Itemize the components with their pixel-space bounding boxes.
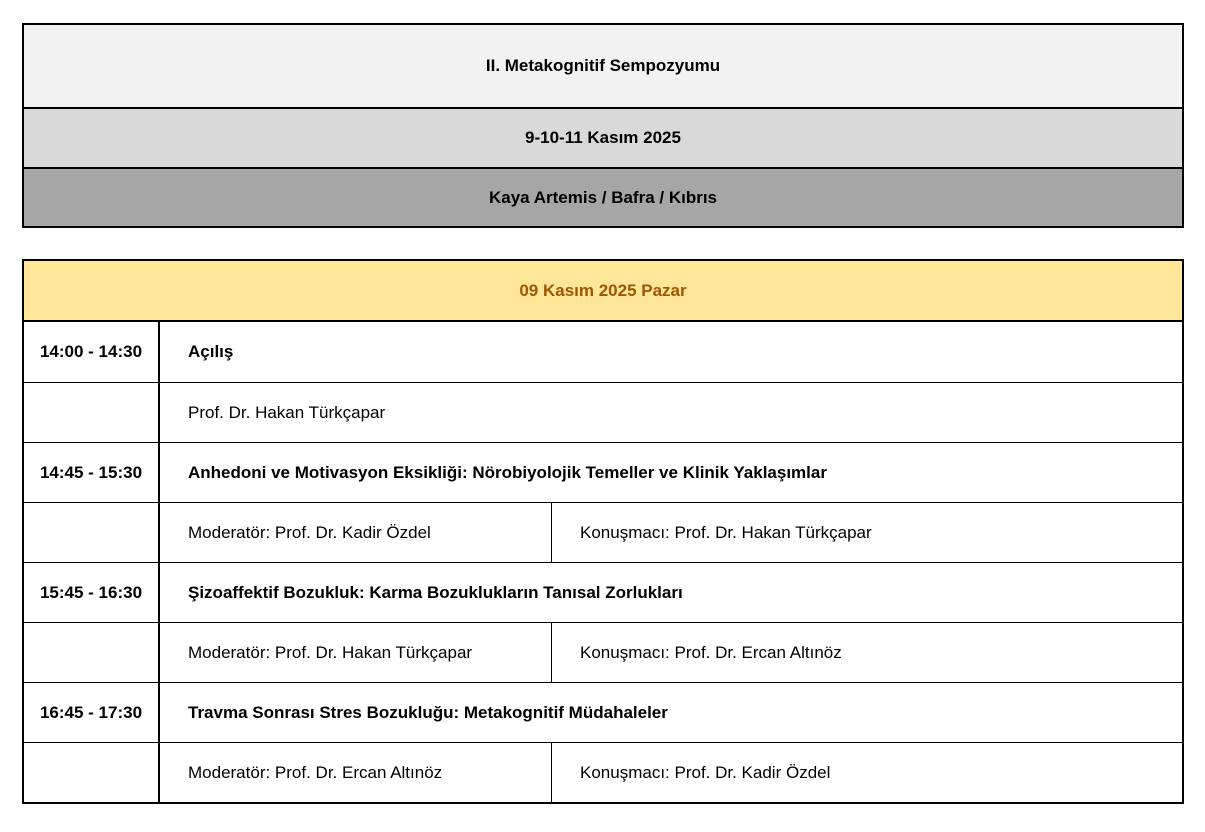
session-row <box>24 562 1182 622</box>
session-row <box>24 322 1182 382</box>
session-moderator: Moderatör: Prof. Dr. Hakan Türkçapar <box>160 623 552 682</box>
session-moderator: Moderatör: Prof. Dr. Ercan Altınöz <box>160 743 552 802</box>
event-dates: 9-10-11 Kasım 2025 <box>24 107 1182 167</box>
session-moderator: Moderatör: Prof. Dr. Kadir Özdel <box>160 503 552 562</box>
session-time: 14:00 - 14:30 <box>24 322 160 382</box>
session-speaker: Konuşmacı: Prof. Dr. Kadir Özdel <box>580 762 831 782</box>
session-time: 14:45 - 15:30 <box>24 443 160 502</box>
session-speaker: Prof. Dr. Hakan Türkçapar <box>188 402 386 422</box>
session-title: Travma Sonrası Stres Bozukluğu: Metakognitif Müdahaleler <box>188 702 668 722</box>
session-time: 16:45 - 17:30 <box>24 683 160 742</box>
session-time: 15:45 - 16:30 <box>24 563 160 622</box>
empty-time-cell <box>24 503 160 562</box>
session-speaker: Konuşmacı: Prof. Dr. Hakan Türkçapar <box>580 522 872 542</box>
event-title: II. Metakognitif Sempozyumu <box>24 25 1182 107</box>
empty-time-cell <box>24 623 160 682</box>
session-speaker: Konuşmacı: Prof. Dr. Ercan Altınöz <box>580 642 842 662</box>
session-detail-row <box>24 382 1182 442</box>
session-title: Anhedoni ve Motivasyon Eksikliği: Nörobiyolojik Temeller ve Klinik Yaklaşımlar <box>188 462 827 482</box>
session-title: Açılış <box>188 342 234 361</box>
day-header: 09 Kasım 2025 Pazar <box>24 261 1182 322</box>
session-detail-row <box>24 502 1182 562</box>
empty-time-cell <box>24 743 160 802</box>
program-table <box>22 259 1184 804</box>
session-row <box>24 442 1182 502</box>
session-detail-row <box>24 742 1182 802</box>
session-title: Şizoaffektif Bozukluk: Karma Bozuklukların Tanısal Zorlukları <box>188 582 683 602</box>
event-venue: Kaya Artemis / Bafra / Kıbrıs <box>24 167 1182 226</box>
event-header <box>22 23 1184 228</box>
session-row <box>24 682 1182 742</box>
empty-time-cell <box>24 383 160 442</box>
session-detail-row <box>24 622 1182 682</box>
